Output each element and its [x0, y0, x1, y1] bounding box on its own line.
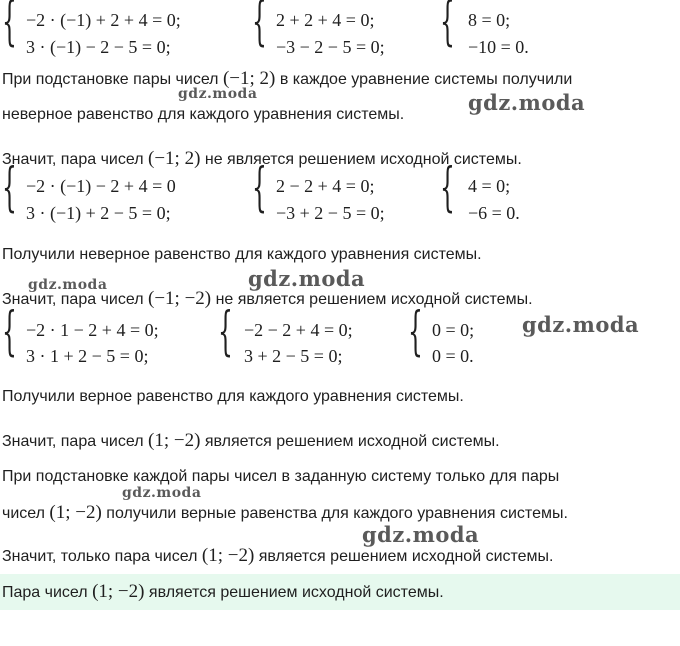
paragraph — [2, 431, 500, 452]
equation: −2 · (−1) − 2 + 4 = 0 — [26, 176, 176, 196]
text: Значит, пара чисел — [2, 291, 148, 308]
text: Значит, пара чисел — [2, 151, 148, 168]
brace: { — [408, 302, 423, 362]
text: в каждое уравнение системы получили — [275, 71, 573, 88]
brace: { — [440, 158, 455, 218]
number-pair: (1; −2) — [148, 430, 201, 451]
number-pair: (−1; 2) — [148, 148, 201, 169]
equation: 4 = 0; — [468, 176, 511, 196]
equation: 3 · (−1) + 2 − 5 = 0; — [26, 203, 171, 223]
number-pair: (1; −2) — [201, 545, 255, 566]
equation: 8 = 0; — [468, 10, 511, 30]
equation: 3 + 2 − 5 = 0; — [244, 346, 343, 366]
watermark: gdz.moda — [522, 312, 640, 337]
brace: { — [218, 302, 233, 362]
brace: { — [2, 0, 17, 52]
text: является решением исходной системы. — [254, 548, 554, 565]
watermark: gdz.moda — [122, 485, 202, 501]
paragraph: Получили верное равенство для каждого уравнения системы. — [2, 388, 464, 405]
watermark: gdz.moda — [248, 266, 366, 291]
text: чисел — [2, 505, 50, 522]
equation: −3 − 2 − 5 = 0; — [276, 37, 385, 57]
text: является решением исходной системы. — [144, 584, 444, 601]
equation: 0 = 0; — [432, 320, 475, 340]
paragraph — [2, 546, 554, 567]
paragraph: неверное равенство для каждого уравнения системы. — [2, 106, 405, 123]
equation: 3 · 1 + 2 − 5 = 0; — [26, 346, 149, 366]
paragraph — [2, 503, 568, 524]
equation: 0 = 0. — [432, 346, 474, 366]
equation: −2 · 1 − 2 + 4 = 0; — [26, 320, 159, 340]
text: не является решением исходной системы. — [200, 151, 522, 168]
number-pair: (−1; 2) — [222, 68, 276, 89]
answer-text — [2, 582, 444, 603]
brace: { — [252, 158, 267, 218]
watermark: gdz.moda — [468, 90, 586, 115]
number-pair: (1; −2) — [92, 581, 145, 602]
equation: 2 − 2 + 4 = 0; — [276, 176, 375, 196]
watermark: gdz.moda — [178, 86, 258, 102]
number-pair: (−1; −2) — [148, 288, 212, 309]
brace: { — [2, 302, 17, 362]
text: является решением исходной системы. — [200, 433, 500, 450]
text: Пара чисел — [2, 584, 93, 601]
text: Значит, только пара чисел — [2, 548, 202, 565]
equation: −10 = 0. — [468, 37, 529, 57]
equation: 2 + 2 + 4 = 0; — [276, 10, 375, 30]
watermark: gdz.moda — [28, 277, 108, 293]
equation: 3 · (−1) − 2 − 5 = 0; — [26, 37, 171, 57]
brace: { — [2, 158, 17, 218]
text: Значит, пара чисел — [2, 433, 148, 450]
text: При подстановке пары чисел — [2, 71, 223, 88]
paragraph — [2, 69, 572, 90]
number-pair: (1; −2) — [49, 502, 102, 523]
paragraph: Получили неверное равенство для каждого уравнения системы. — [2, 246, 482, 263]
equation: −3 + 2 − 5 = 0; — [276, 203, 385, 223]
brace: { — [440, 0, 455, 52]
equation: −2 · (−1) + 2 + 4 = 0; — [26, 10, 181, 30]
text: получили верные равенства для каждого уравнения системы. — [101, 505, 568, 522]
equation: −2 − 2 + 4 = 0; — [244, 320, 353, 340]
watermark: gdz.moda — [362, 522, 480, 547]
brace: { — [252, 0, 267, 52]
paragraph: При подстановке каждой пары чисел в заданную систему только для пары — [2, 468, 560, 485]
text: не является решением исходной системы. — [211, 291, 533, 308]
equation: −6 = 0. — [468, 203, 520, 223]
